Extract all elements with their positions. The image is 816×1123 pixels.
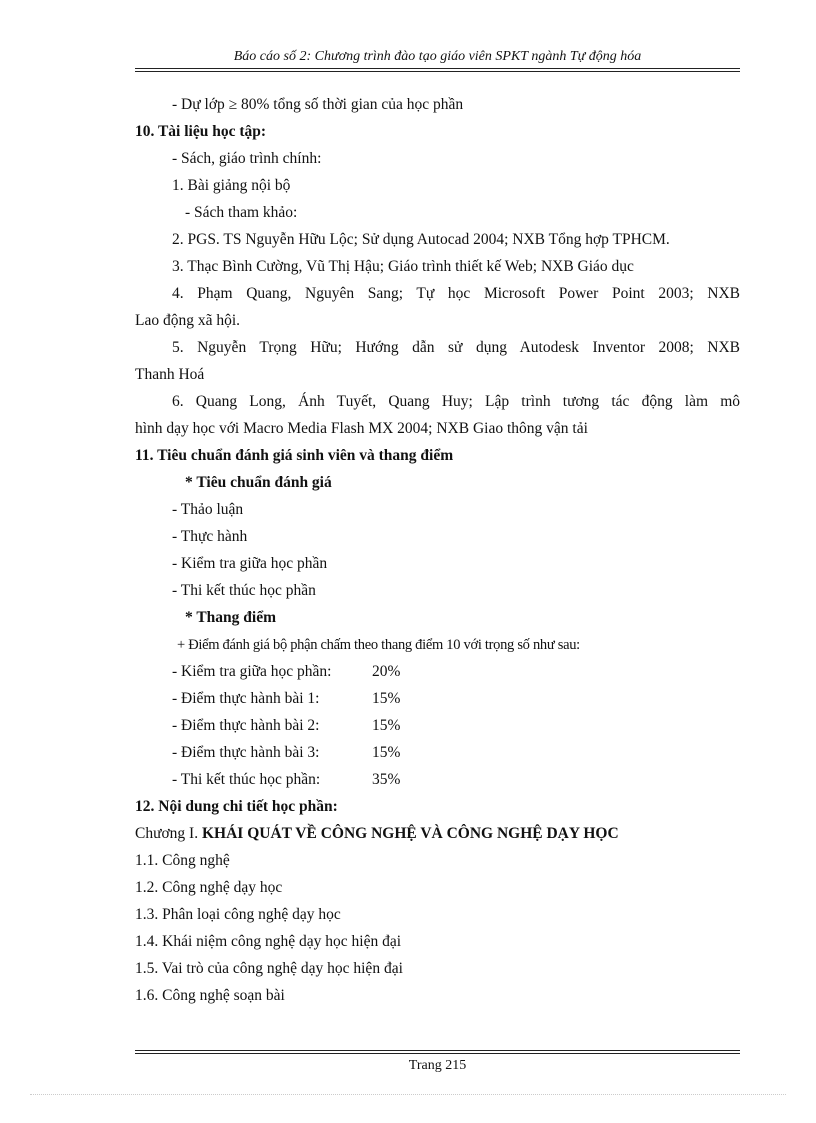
grade-row [135,689,740,709]
grade-value: 15% [372,690,401,707]
grade-value: 15% [372,717,401,734]
grade-row [135,743,740,763]
reference-item: 4. Phạm Quang, Nguyên Sang; Tự học Microsoft Power Point 2003; NXB [172,285,740,302]
grade-label: - Kiểm tra giữa học phần: [172,663,332,680]
grade-label: - Điểm thực hành bài 2: [172,717,320,734]
reference-item-cont: Thanh Hoá [135,366,205,383]
grade-value: 20% [372,663,401,680]
list-item: - Sách, giáo trình chính: [172,150,322,167]
footer-rule-thin [135,1050,740,1051]
section-12-heading: 12. Nội dung chi tiết học phần: [135,798,338,815]
grade-value: 15% [372,744,401,761]
section-10-heading: 10. Tài liệu học tập: [135,123,267,140]
list-item: - Sách tham khảo: [185,204,298,221]
reference-item: 5. Nguyễn Trọng Hữu; Hướng dẫn sử dụng Autodesk Inventor 2008; NXB [172,339,740,356]
reference-item: 2. PGS. TS Nguyễn Hữu Lộc; Sử dụng Autocad 2004; NXB Tổng hợp TPHCM. [172,231,670,248]
grade-label: - Điểm thực hành bài 1: [172,690,320,707]
list-item: - Thảo luận [172,501,244,518]
chapter-title [135,824,740,844]
grade-value: 35% [372,771,401,788]
toc-item: 1.5. Vai trò của công nghệ dạy học hiện đại [135,960,403,977]
footer-rule [135,1053,740,1054]
chapter-name: KHÁI QUÁT VỀ CÔNG NGHỆ VÀ CÔNG NGHỆ DẠY HỌC [201,825,619,842]
page-header: Báo cáo số 2: Chương trình đào tạo giáo viên SPKT ngành Tự động hóa [233,49,642,64]
attendance-requirement: - Dự lớp ≥ 80% tổng số thời gian của học phần [172,96,464,113]
header-rule [135,68,740,69]
reference-item: 6. Quang Long, Ánh Tuyết, Quang Huy; Lập trình tương tác động làm mô [172,393,740,410]
grade-row [135,662,740,682]
grade-row [135,716,740,736]
list-item: - Kiểm tra giữa học phần [172,555,328,572]
toc-item: 1.4. Khái niệm công nghệ dạy học hiện đại [135,933,402,950]
section-11-heading: 11. Tiêu chuẩn đánh giá sinh viên và thang điểm [135,447,454,464]
grade-label: - Điểm thực hành bài 3: [172,744,320,761]
list-item: - Thực hành [172,528,248,545]
page-edge-divider [30,1094,786,1095]
toc-item: 1.6. Công nghệ soạn bài [135,987,285,1004]
header-rule-thin [135,71,740,72]
grade-row [135,770,740,790]
grade-label: - Thi kết thúc học phần: [172,771,321,788]
reference-item-cont: Lao động xã hội. [135,312,241,329]
grading-note: + Điểm đánh giá bộ phận chấm theo thang điểm 10 với trọng số như sau: [177,637,580,653]
toc-item: 1.2. Công nghệ dạy học [135,879,283,896]
chapter-prefix: Chương I. [135,825,199,842]
reference-item: 3. Thạc Bình Cường, Vũ Thị Hậu; Giáo trình thiết kế Web; NXB Giáo dục [172,258,634,275]
toc-item: 1.1. Công nghệ [135,852,230,869]
list-item: 1. Bài giảng nội bộ [172,177,291,194]
list-item: - Thi kết thúc học phần [172,582,316,599]
toc-item: 1.3. Phân loại công nghệ dạy học [135,906,341,923]
reference-item-cont: hình dạy học với Macro Media Flash MX 2004; NXB Giao thông vận tải [135,420,588,437]
criteria-subheading: * Tiêu chuẩn đánh giá [185,474,332,491]
grading-subheading: * Thang điểm [185,609,277,626]
page-number: Trang 215 [408,1058,467,1073]
